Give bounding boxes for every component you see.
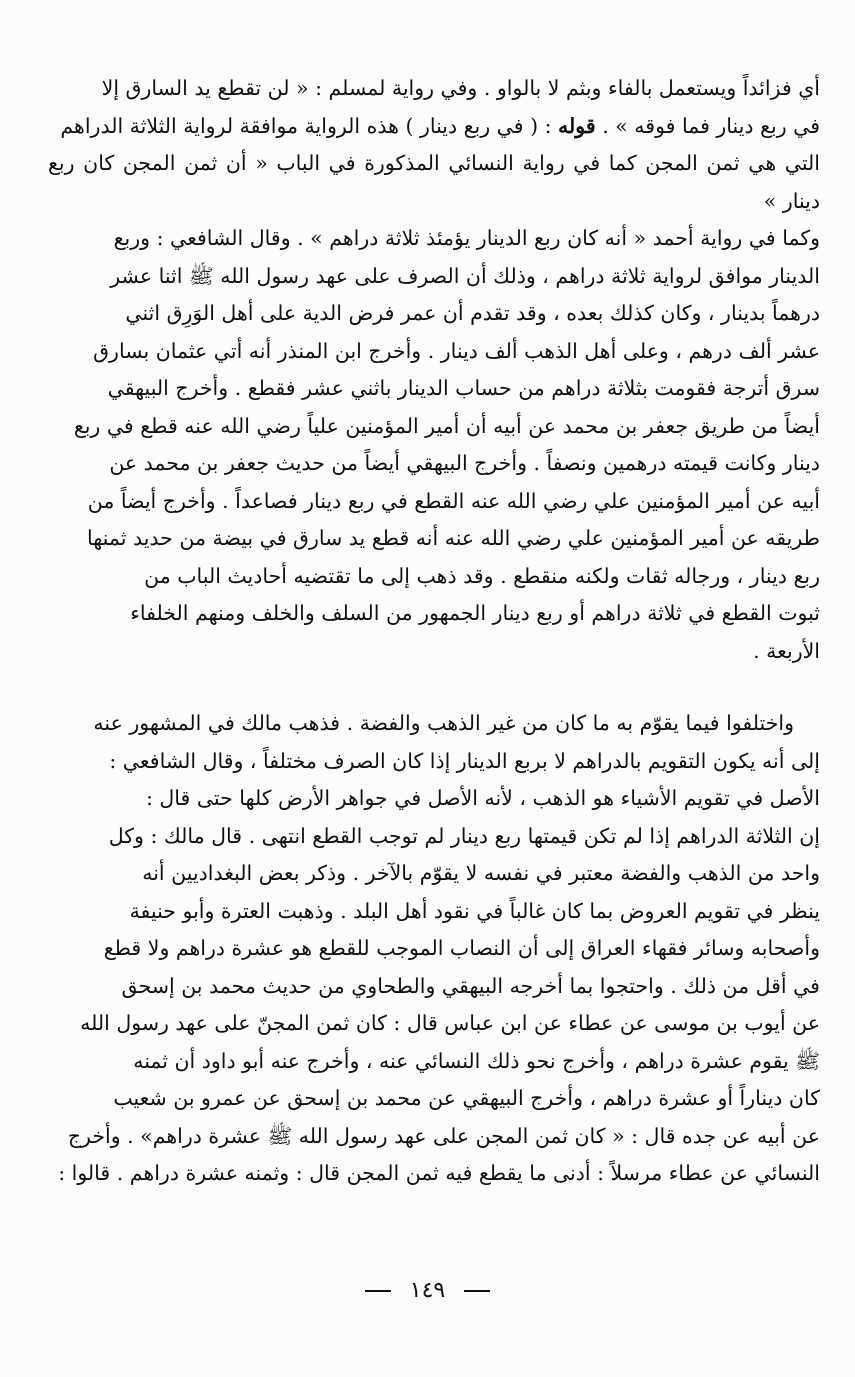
text-line: درهماً بدينار ، وكان كذلك بعده ، وقد تقدم أن عمر فرض الدية على أهل الوَرِق اثني bbox=[125, 301, 820, 325]
text-line: في أقل من ذلك . واحتجوا بما أخرجه البيهقي والطحاوي من حديث محمد بن إسحق bbox=[121, 973, 820, 998]
text-line: وأصحابه وسائر فقهاء العراق إلى أن النصاب الموجب للقطع هو عشرة دراهم ولا قطع bbox=[103, 936, 820, 960]
text-line: ثبوت القطع في ثلاثة دراهم أو ربع دينار الجمهور من السلف والخلف ومنهم الخلفاء bbox=[130, 601, 820, 625]
text-line: ربع دينار ، ورجاله ثقات ولكنه منقطع . وقد ذهب إلى ما تقتضيه أحاديث الباب من bbox=[144, 563, 820, 588]
text-line: طريقه عن أمير المؤمنين علي رضي الله عنه أنه قطع يد سارق في بيضة من حديد ثمنها bbox=[86, 526, 820, 550]
dash-left bbox=[365, 1290, 391, 1292]
text-line: عشر ألف درهم ، وعلى أهل الذهب ألف دينار . وأخرج ابن المنذر أنه أتي عثمان بسارق bbox=[93, 338, 820, 363]
text-line: أيضاً من طريق جعفر بن محمد عن أبيه أن أمير المؤمنين علياً رضي الله عنه قطع في ربع bbox=[73, 413, 820, 438]
bold-keyword: قوله bbox=[558, 113, 596, 138]
text-line: التي هي ثمن المجن كما في رواية النسائي المذكورة في الباب « أن ثمن المجن كان ربع دينار » bbox=[48, 151, 820, 213]
text-span: : ( في ربع دينار ) هذه الرواية موافقة لرواية الثلاثة الدراهم bbox=[60, 113, 559, 138]
text-line: سرق أترجة فقومت بثلاثة دراهم من حساب الدينار باثني عشر فقطع . وأخرج البيهقي bbox=[107, 376, 820, 400]
text-line: عن أبيه عن جده قال : « كان ثمن المجن على عهد رسول الله ﷺ عشرة دراهم» . وأخرج bbox=[67, 1123, 820, 1148]
text-line bbox=[48, 108, 820, 146]
text-line: إن الثلاثة الدراهم إذا لم تكن قيمتها ربع دينار لم توجب القطع انتهى . قال مالك : وكل bbox=[108, 823, 820, 848]
page-body bbox=[48, 70, 820, 1193]
text-line: أبيه عن أمير المؤمنين علي رضي الله عنه القطع في ربع دينار فصاعداً . وأخرج أيضاً من bbox=[87, 488, 820, 513]
text-line: كان ديناراً أو عشرة دراهم ، وأخرج البيهقي عن محمد بن إسحق عن عمرو بن شعيب bbox=[113, 1086, 820, 1110]
text-line: الدينار موافق لرواية ثلاثة دراهم ، وذلك أن الصرف على عهد رسول الله ﷺ اثنا عشر bbox=[110, 263, 820, 288]
text-line: ﷺ يقوم عشرة دراهم ، وأخرج نحو ذلك النسائي عنه ، وأخرج عنه أبو داود أن ثمنه bbox=[133, 1048, 820, 1073]
text-line: النسائي عن عطاء مرسلاً : أدنى ما يقطع فيه ثمن المجن قال : وثمنه عشرة دراهم . قالوا : bbox=[58, 1161, 820, 1185]
text-line: وكما في رواية أحمد « أنه كان ربع الدينار يؤمئذ ثلاثة دراهم » . وقال الشافعي : وربع bbox=[113, 226, 820, 250]
text-line: إلى أنه يكون التقويم بالدراهم لا بربع الدينار إذا كان الصرف مختلفاً ، وقال الشافعي : bbox=[109, 748, 820, 773]
text-line: الأصل في تقويم الأشياء هو الذهب ، لأنه الأصل في جواهر الأرض كلها حتى قال : bbox=[145, 786, 820, 810]
page-number: ١٤٩ bbox=[409, 1278, 446, 1303]
text-span: في ربع دينار فما فوقه » . bbox=[602, 113, 820, 138]
page-footer bbox=[0, 1278, 855, 1303]
text-line: دينار وكانت قيمته درهمين ونصفاً . وأخرج البيهقي أيضاً من حديث جعفر بن محمد عن bbox=[109, 451, 820, 475]
text-line: واحد من الذهب والفضة معتبر في نفسه لا يقوّم بالآخر . وذكر بعض البغداديين أنه bbox=[142, 861, 820, 885]
text-line: ينظر في تقويم العروض بما كان غالباً في نقود أهل البلد . وذهبت العترة وأبو حنيفة bbox=[129, 898, 820, 923]
paragraph-gap bbox=[48, 670, 820, 705]
dash-right bbox=[464, 1290, 490, 1292]
text-line: واختلفوا فيما يقوّم به ما كان من غير الذهب والفضة . فذهب مالك في المشهور عنه bbox=[93, 711, 794, 735]
paragraph-2 bbox=[48, 705, 820, 1193]
text-line: الأربعة . bbox=[753, 638, 820, 663]
text-line: عن أيوب بن موسى عن عطاء عن ابن عباس قال : كان ثمن المجنّ على عهد رسول الله bbox=[80, 1011, 820, 1035]
text-line: أي فزائداً ويستعمل بالفاء وبثم لا بالواو . وفي رواية لمسلم : « لن تقطع يد السارق إلا bbox=[101, 76, 820, 100]
paragraph-1 bbox=[48, 70, 820, 670]
